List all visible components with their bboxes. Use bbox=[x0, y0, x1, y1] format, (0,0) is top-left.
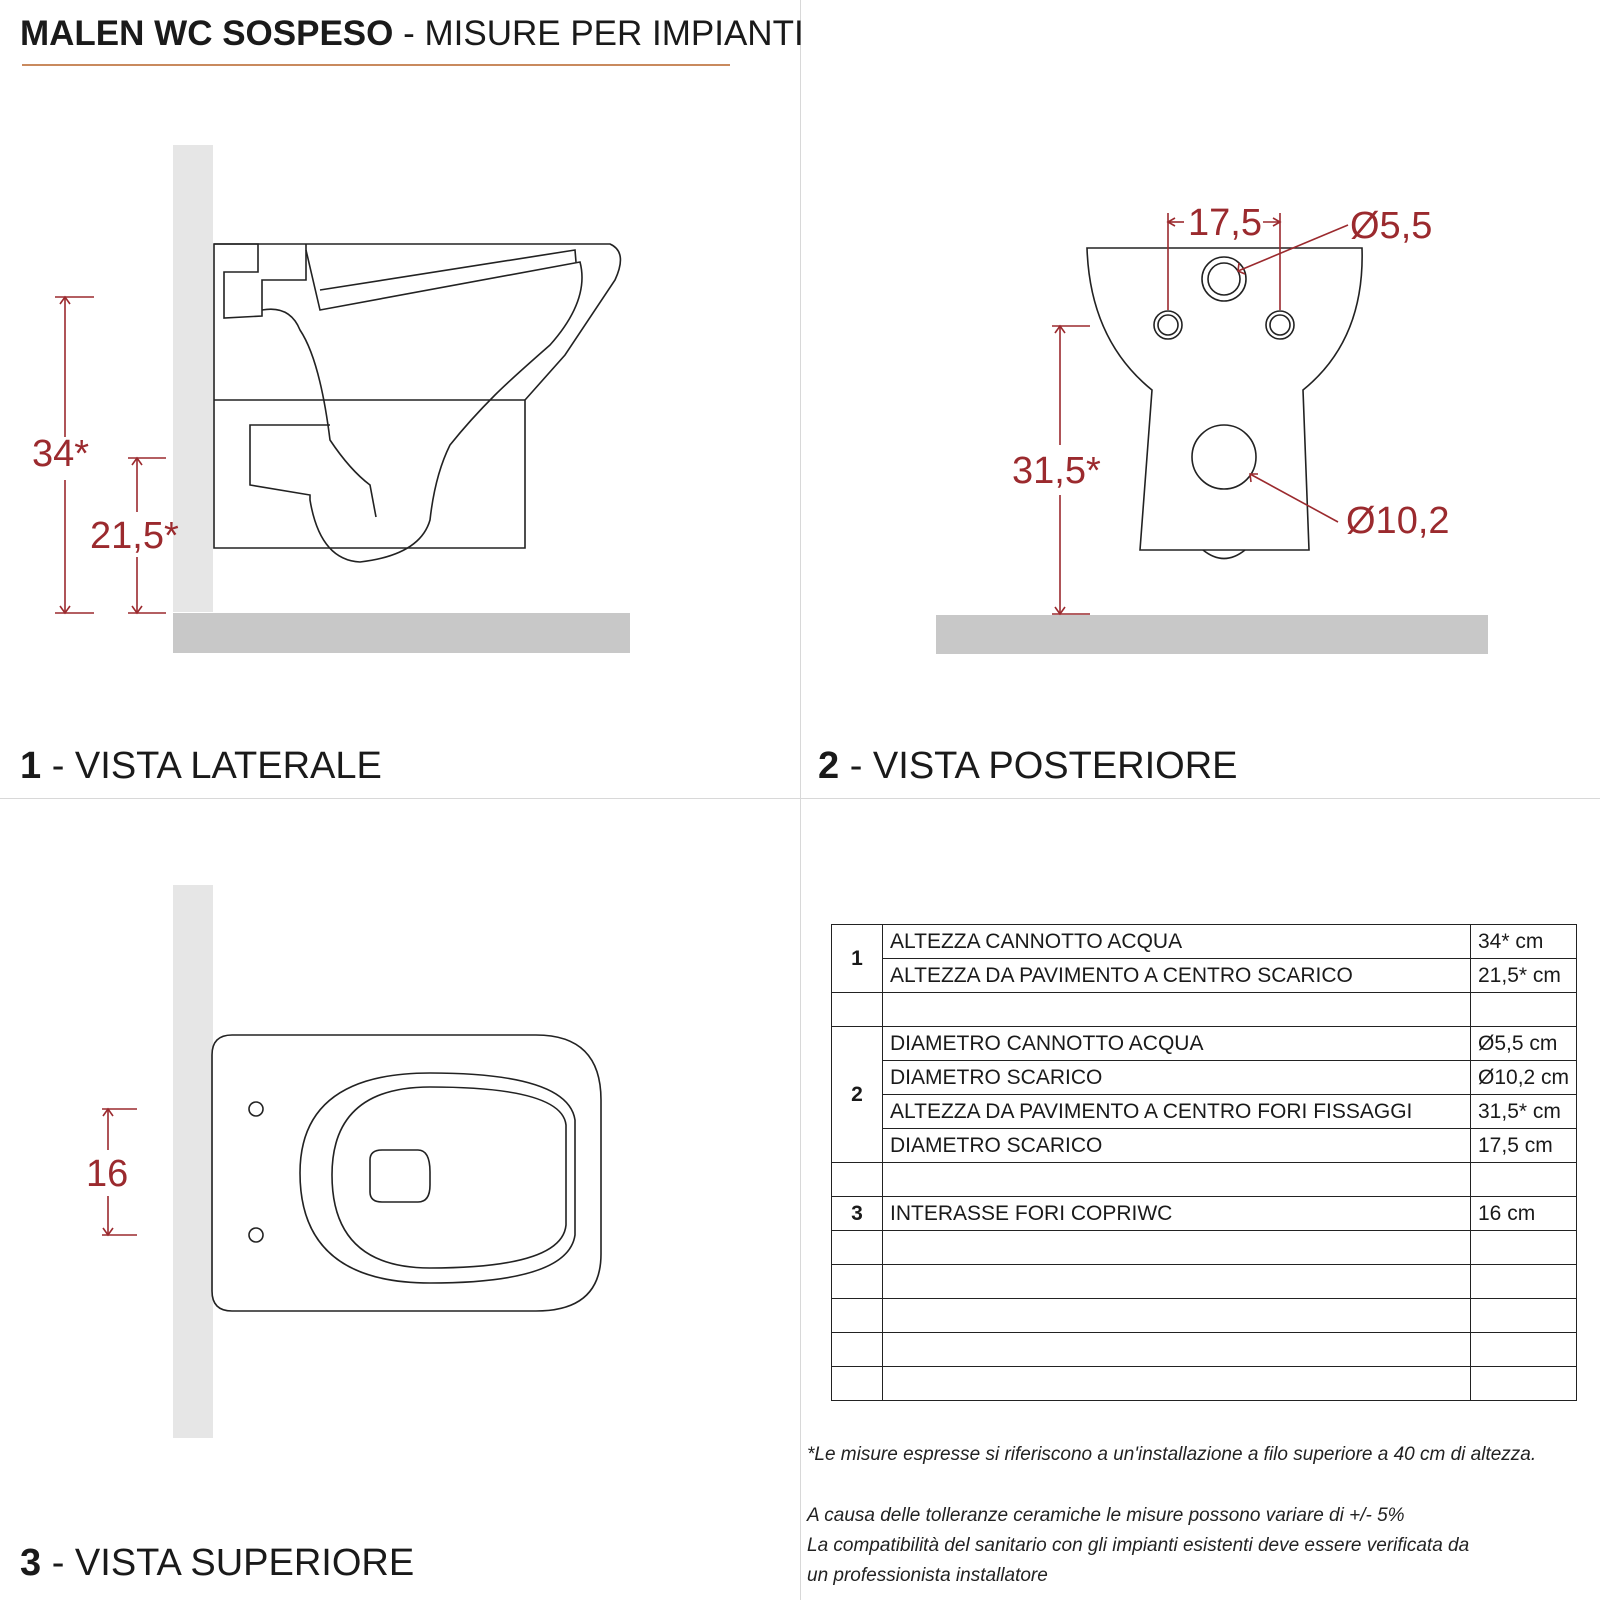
table-desc-cell bbox=[883, 1265, 1471, 1299]
table-value-cell: 34* cm bbox=[1471, 925, 1577, 959]
table-value-cell bbox=[1471, 1265, 1577, 1299]
table-group-cell bbox=[832, 993, 883, 1027]
dim-water-height: 34* bbox=[32, 433, 90, 475]
page-title: MALEN WC SOSPESO - MISURE PER IMPIANTI bbox=[20, 14, 804, 53]
table-row bbox=[832, 1197, 1577, 1231]
table-value-cell: Ø5,5 cm bbox=[1471, 1027, 1577, 1061]
table-group-cell bbox=[832, 1367, 883, 1401]
rear-floor bbox=[936, 615, 1488, 654]
view-label-top: 3 - VISTA SUPERIORE bbox=[20, 1542, 415, 1584]
dim-water-diameter: Ø5,5 bbox=[1350, 205, 1433, 247]
top-view-drawing bbox=[173, 885, 601, 1438]
table-value-cell bbox=[1471, 1367, 1577, 1401]
table-value-cell bbox=[1471, 993, 1577, 1027]
table-group-cell: 3 bbox=[832, 1197, 883, 1231]
table-row bbox=[832, 1299, 1577, 1333]
table-desc-cell bbox=[883, 1231, 1471, 1265]
table-row bbox=[832, 925, 1577, 959]
table-desc-cell: ALTEZZA CANNOTTO ACQUA bbox=[883, 925, 1471, 959]
table-value-cell: 17,5 cm bbox=[1471, 1129, 1577, 1163]
table-row bbox=[832, 1095, 1577, 1129]
top-body-outline bbox=[212, 1035, 601, 1311]
note-tolerance: A causa delle tolleranze ceramiche le misure possono variare di +/- 5% bbox=[807, 1505, 1405, 1526]
table-group-cell bbox=[832, 1333, 883, 1367]
drain-outlet bbox=[1192, 425, 1256, 489]
note-asterisk: *Le misure espresse si riferiscono a un'installazione a filo superiore a 40 cm di altezza. bbox=[807, 1444, 1537, 1465]
table-row bbox=[832, 1231, 1577, 1265]
table-row bbox=[832, 1265, 1577, 1299]
table-desc-cell bbox=[883, 1367, 1471, 1401]
top-wall bbox=[173, 885, 213, 1438]
table-desc-cell: DIAMETRO CANNOTTO ACQUA bbox=[883, 1027, 1471, 1061]
spec-table bbox=[831, 924, 1577, 1401]
view-label-side: 1 - VISTA LATERALE bbox=[20, 745, 382, 787]
table-value-cell bbox=[1471, 1333, 1577, 1367]
seat-inner bbox=[332, 1087, 566, 1268]
side-floor bbox=[173, 613, 630, 653]
table-value-cell bbox=[1471, 1163, 1577, 1197]
table-desc-cell bbox=[883, 1333, 1471, 1367]
table-value-cell bbox=[1471, 1299, 1577, 1333]
table-group-cell bbox=[832, 1299, 883, 1333]
dim-seat-holes: 16 bbox=[86, 1153, 129, 1195]
table-desc-cell bbox=[883, 1163, 1471, 1197]
table-group-cell: 2 bbox=[832, 1027, 883, 1163]
table-desc-cell: ALTEZZA DA PAVIMENTO A CENTRO SCARICO bbox=[883, 959, 1471, 993]
table-row bbox=[832, 1163, 1577, 1197]
table-row bbox=[832, 993, 1577, 1027]
table-value-cell: Ø10,2 cm bbox=[1471, 1061, 1577, 1095]
table-value-cell bbox=[1471, 1231, 1577, 1265]
table-row bbox=[832, 1129, 1577, 1163]
dim-drain-diameter: Ø10,2 bbox=[1346, 500, 1450, 542]
view-label-rear: 2 - VISTA POSTERIORE bbox=[818, 745, 1238, 787]
dim-drain-height: 21,5* bbox=[90, 515, 179, 557]
table-value-cell: 31,5* cm bbox=[1471, 1095, 1577, 1129]
side-view-drawing bbox=[173, 145, 630, 653]
rear-body-outline bbox=[1087, 248, 1362, 550]
note-compat-2: un professionista installatore bbox=[807, 1565, 1048, 1586]
table-desc-cell: INTERASSE FORI COPRIWC bbox=[883, 1197, 1471, 1231]
table-desc-cell bbox=[883, 993, 1471, 1027]
bowl-drain bbox=[370, 1150, 430, 1202]
table-row bbox=[832, 1027, 1577, 1061]
table-group-cell bbox=[832, 1265, 883, 1299]
table-desc-cell: DIAMETRO SCARICO bbox=[883, 1061, 1471, 1095]
table-value-cell: 16 cm bbox=[1471, 1197, 1577, 1231]
dim-bolt-spacing: 17,5 bbox=[1188, 202, 1262, 244]
table-row bbox=[832, 1061, 1577, 1095]
table-row bbox=[832, 1367, 1577, 1401]
side-body-outline bbox=[214, 244, 620, 548]
table-group-cell: 1 bbox=[832, 925, 883, 993]
table-value-cell: 21,5* cm bbox=[1471, 959, 1577, 993]
side-wall bbox=[173, 145, 213, 612]
table-group-cell bbox=[832, 1231, 883, 1265]
dim-fixing-height: 31,5* bbox=[1012, 450, 1101, 492]
note-compat-1: La compatibilità del sanitario con gli impianti esistenti deve essere verificata da bbox=[807, 1535, 1470, 1556]
water-inlet-inner bbox=[1208, 263, 1240, 295]
seat-outer bbox=[300, 1073, 575, 1283]
table-row bbox=[832, 1333, 1577, 1367]
table-group-cell bbox=[832, 1163, 883, 1197]
table-row bbox=[832, 959, 1577, 993]
table-desc-cell bbox=[883, 1299, 1471, 1333]
table-desc-cell: ALTEZZA DA PAVIMENTO A CENTRO FORI FISSAGGI bbox=[883, 1095, 1471, 1129]
table-desc-cell: DIAMETRO SCARICO bbox=[883, 1129, 1471, 1163]
